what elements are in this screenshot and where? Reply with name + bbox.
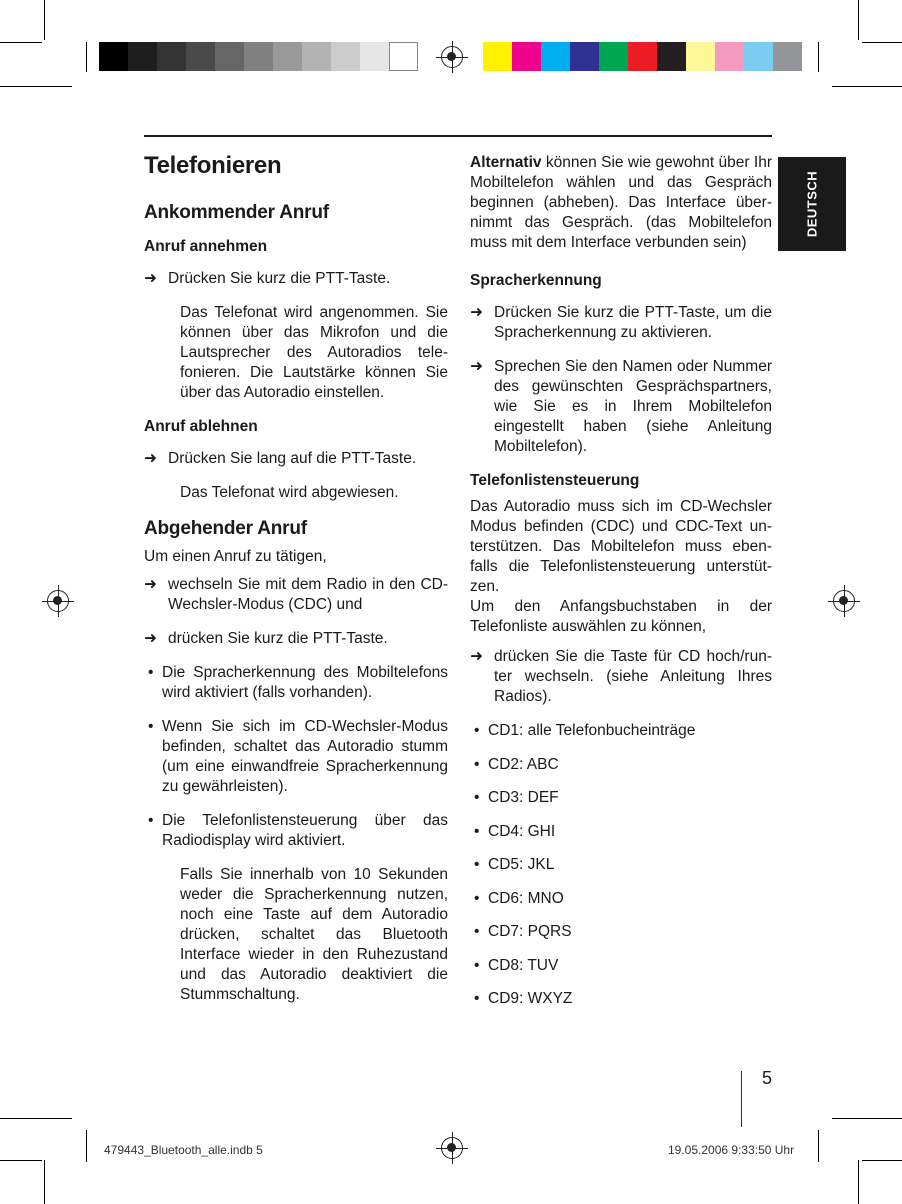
- left-column: [144, 151, 448, 1019]
- color-swatch: [773, 42, 802, 71]
- bullet-icon: •: [148, 718, 154, 735]
- step-text: Drücken Sie kurz die PTT-Taste, um die Spracherkennung zu aktivieren.: [494, 304, 772, 341]
- list-item: [470, 721, 772, 741]
- list-item: [144, 811, 448, 851]
- arrow-icon: ➜: [144, 630, 157, 647]
- step-text: Drücken Sie kurz die PTT-Taste.: [168, 270, 391, 287]
- bullet-icon: •: [148, 664, 154, 681]
- list-item: [470, 922, 772, 942]
- arrow-icon: ➜: [144, 576, 157, 593]
- bullet-icon: •: [474, 856, 480, 873]
- gray-swatch: [99, 42, 128, 71]
- cd-item: CD6: MNO: [488, 889, 564, 907]
- list-item: [470, 755, 772, 775]
- color-swatch: [570, 42, 599, 71]
- page-number: 5: [762, 1068, 773, 1088]
- cd-item: CD3: DEF: [488, 789, 559, 806]
- crop-mark: [858, 0, 859, 40]
- section-heading-incoming: Ankommender Anruf: [144, 202, 329, 223]
- step-text: Sprechen Sie den Namen oder Nummer des gewünschten Gesprächspartners, wie Sie es in Ihrem Mobiltelefon eingestellt haben (siehe Anleitung Mobiltelefon).: [494, 358, 772, 455]
- page-number-rule: [741, 1071, 742, 1127]
- list-item: [470, 989, 772, 1009]
- crop-mark: [832, 1118, 902, 1119]
- bullet-icon: •: [148, 812, 154, 829]
- cd-item: CD1: alle Telefonbucheinträge: [488, 722, 696, 739]
- bullet-icon: •: [474, 755, 480, 773]
- crop-mark: [0, 1160, 42, 1161]
- list-item: [470, 788, 772, 808]
- cd-item: CD4: GHI: [488, 822, 556, 840]
- list-item-text: Die Spracherkennung des Mobiltelefons wird aktiviert (falls vorhanden).: [162, 664, 448, 701]
- color-swatch: [512, 42, 541, 71]
- arrow-icon: ➜: [144, 450, 157, 467]
- list-item: [470, 889, 772, 909]
- crop-mark: [0, 86, 72, 87]
- section-heading-outgoing: Abgehender Anruf: [144, 518, 307, 539]
- arrow-icon: ➜: [470, 358, 483, 375]
- list-item: [470, 822, 772, 842]
- note-accept: Das Telefonat wird angenommen. Sie können über das Mikrofon und die Lautsprecher des Autoradios tele-fonieren. Die Lautstärke können Sie über das Autoradio einstellen.: [180, 304, 448, 401]
- right-column: [470, 153, 772, 1023]
- subheading-accept: Anruf annehmen: [144, 238, 268, 255]
- gray-swatch: [186, 42, 215, 71]
- registration-mark-icon: [47, 590, 69, 612]
- bullet-icon: •: [474, 923, 480, 940]
- step-phonelist: [470, 647, 772, 707]
- list-item: [144, 663, 448, 703]
- registration-mark-icon: [441, 1137, 463, 1159]
- header-rule: [144, 135, 772, 137]
- gray-swatch: [360, 42, 389, 71]
- gray-swatch: [244, 42, 273, 71]
- step-text: drücken Sie die Taste für CD hoch/run-ter wechseln. (siehe Anleitung Ihres Radios).: [494, 648, 772, 705]
- crop-mark: [0, 42, 42, 43]
- cd-item: CD8: TUV: [488, 956, 559, 974]
- gray-swatch: [389, 42, 418, 71]
- phonelist-text: Das Autoradio muss sich im CD-Wechsler Modus befinden (CDC) und CDC-Text un-terstützen. Das Mobiltelefon muss eben-falls die Telefonlistensteuerung unterstüt-zen.: [470, 498, 772, 595]
- crop-mark: [818, 1130, 819, 1162]
- gray-swatch: [157, 42, 186, 71]
- color-swatch: [744, 42, 773, 71]
- step-voice-1: [470, 303, 772, 343]
- alternative-paragraph: [470, 153, 772, 253]
- list-item-text: Wenn Sie sich im CD-Wechsler-Modus befinden, schaltet das Autoradio stumm (um eine einwandfreie Spracherkennung zu gewährleisten).: [162, 718, 448, 795]
- step-outgoing-1: [144, 575, 448, 615]
- cd-item: CD2: ABC: [488, 755, 559, 773]
- list-item-text: Die Telefonlistensteuerung über das Radiodisplay wird aktiviert.: [162, 812, 448, 849]
- alternative-bold: Alternativ: [470, 154, 542, 171]
- cd-list: [470, 721, 772, 1009]
- step-text: Drücken Sie lang auf die PTT-Taste.: [168, 450, 417, 467]
- crop-mark: [818, 42, 819, 72]
- crop-mark: [832, 86, 902, 87]
- color-swatch: [657, 42, 686, 71]
- crop-mark: [44, 0, 45, 40]
- footer-timestamp: 19.05.2006 9:33:50 Uhr: [668, 1143, 795, 1157]
- gray-swatch: [215, 42, 244, 71]
- page-title: Telefonieren: [144, 152, 282, 179]
- cd-item: CD5: JKL: [488, 856, 555, 873]
- crop-mark: [44, 1160, 45, 1204]
- crop-mark: [858, 1160, 859, 1204]
- color-swatch: [541, 42, 570, 71]
- gray-swatch: [302, 42, 331, 71]
- step-text: drücken Sie kurz die PTT-Taste.: [168, 630, 388, 647]
- bullet-icon: •: [474, 889, 480, 907]
- subheading-phonelist: Telefonlistensteuerung: [470, 472, 640, 489]
- arrow-icon: ➜: [470, 648, 483, 665]
- step-text: wechseln Sie mit dem Radio in den CD-Wechsler-Modus (CDC) und: [168, 576, 448, 613]
- bullet-icon: •: [474, 822, 480, 840]
- crop-mark: [86, 1130, 87, 1162]
- arrow-icon: ➜: [144, 270, 157, 287]
- step-accept: [144, 269, 448, 289]
- list-item: [470, 855, 772, 875]
- color-swatch: [599, 42, 628, 71]
- subheading-reject: Anruf ablehnen: [144, 418, 258, 435]
- crop-mark: [86, 42, 87, 72]
- registration-mark-icon: [441, 46, 463, 68]
- cd-item: CD9: WXYZ: [488, 990, 573, 1007]
- crop-mark: [862, 1160, 902, 1161]
- gray-swatch: [331, 42, 360, 71]
- bullet-icon: •: [474, 956, 480, 974]
- crop-mark: [0, 1118, 72, 1119]
- registration-mark-icon: [833, 590, 855, 612]
- gray-swatch: [273, 42, 302, 71]
- cd-item: CD7: PQRS: [488, 923, 572, 940]
- note-reject: Das Telefonat wird abgewiesen.: [180, 484, 399, 501]
- subheading-voice: Spracherkennung: [470, 272, 602, 289]
- crop-mark: [862, 42, 902, 43]
- phonelist-text-2: Um den Anfangsbuchstaben in der Telefonliste auswählen zu können,: [470, 598, 772, 635]
- color-swatch: [628, 42, 657, 71]
- step-voice-2: [470, 357, 772, 457]
- color-swatch: [715, 42, 744, 71]
- arrow-icon: ➜: [470, 304, 483, 321]
- bullet-icon: •: [474, 789, 480, 806]
- step-outgoing-2: [144, 629, 448, 649]
- bullet-icon: •: [474, 990, 480, 1007]
- outgoing-intro: Um einen Anruf zu tätigen,: [144, 548, 327, 565]
- list-item: [144, 717, 448, 797]
- step-reject: [144, 449, 448, 469]
- footer-file: 479443_Bluetooth_alle.indb 5: [104, 1143, 263, 1157]
- language-tab: [778, 157, 846, 251]
- bullet-icon: •: [474, 722, 480, 739]
- color-swatch: [686, 42, 715, 71]
- note-timeout: Falls Sie innerhalb von 10 Sekunden weder die Spracherkennung nutzen, noch eine Taste auf dem Autoradio drücken, schaltet das Bluetooth Interface wieder in den Ruhezustand und das Autoradio deaktiviert die Stummschaltung.: [180, 866, 448, 1003]
- color-swatch: [483, 42, 512, 71]
- gray-swatch: [128, 42, 157, 71]
- language-tab-label: DEUTSCH: [804, 170, 820, 238]
- list-item: [470, 956, 772, 976]
- alternative-text: können Sie wie gewohnt über Ihr Mobiltelefon wählen und das Gespräch beginnen (abheben). Das Interface über-nimmt das Gespräch. (das Mobiltelefon muss mit dem Interface verbunden sein): [470, 154, 772, 251]
